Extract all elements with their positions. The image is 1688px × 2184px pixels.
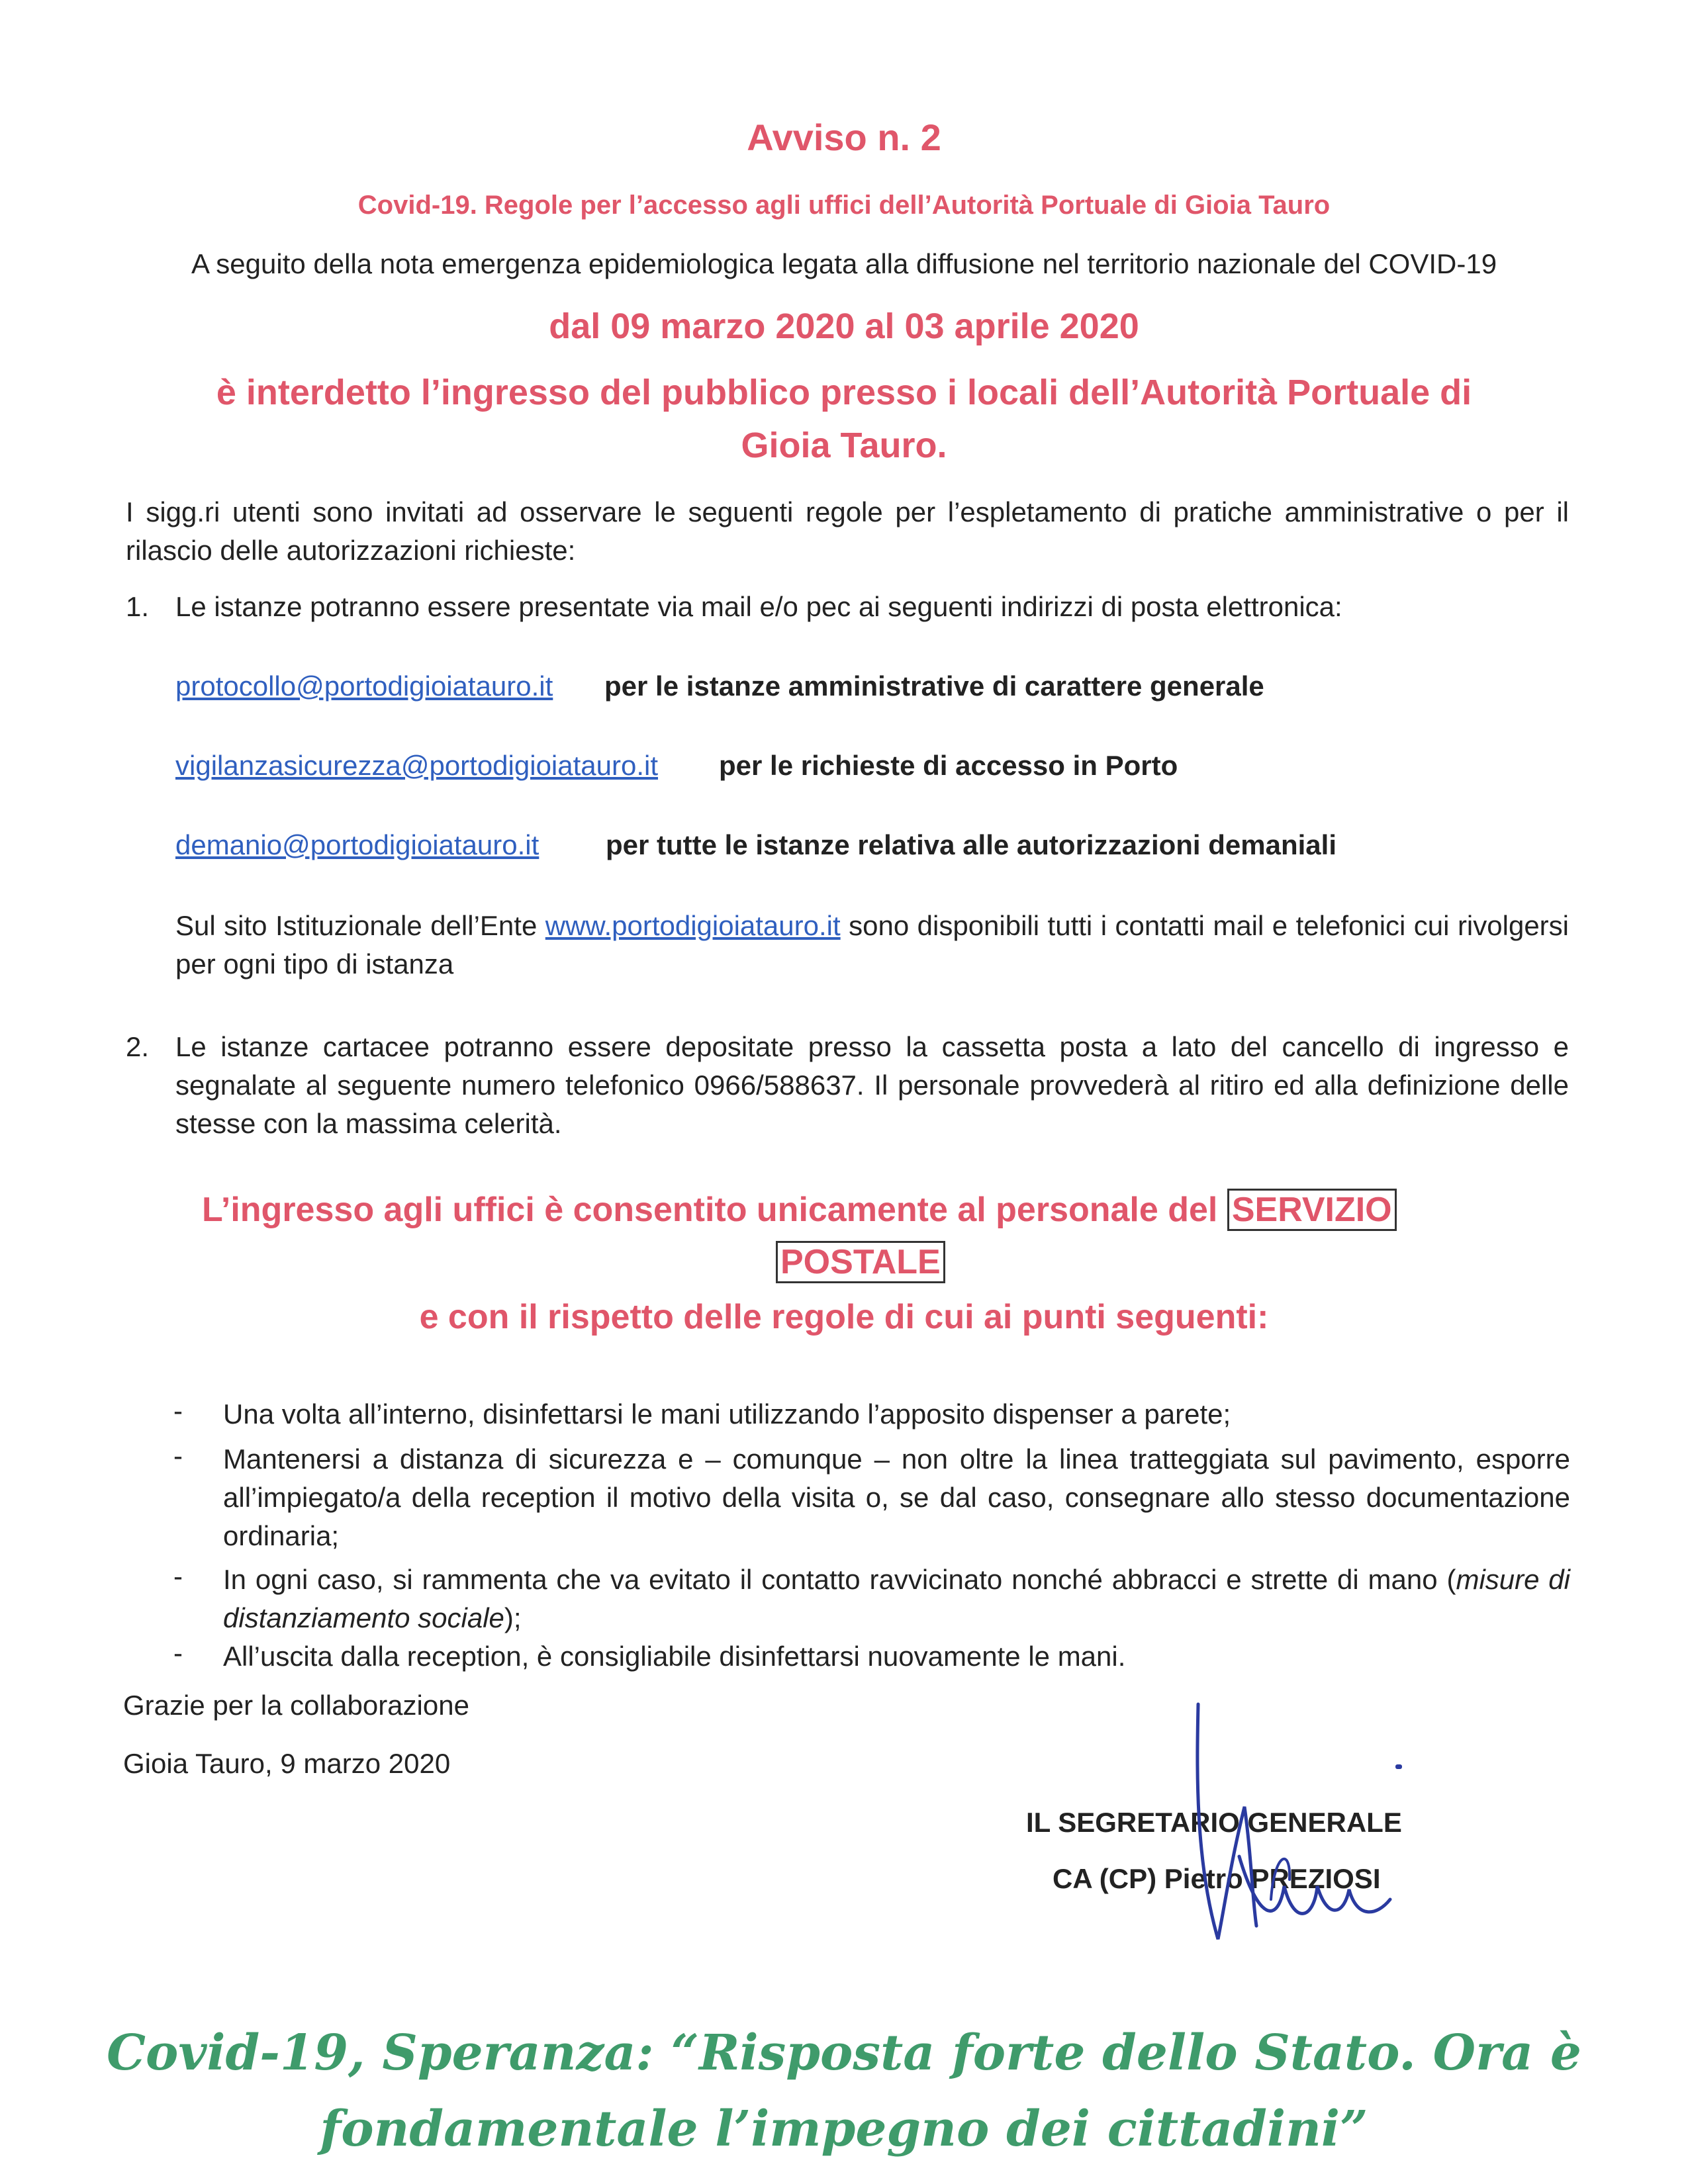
email-row: [175, 826, 539, 864]
place-date: Gioia Tauro, 9 marzo 2020: [123, 1748, 451, 1779]
email-desc-demanio: per tutte le istanze relativa alle autorizzazioni demaniali: [606, 829, 1336, 860]
email-desc-protocollo: per le istanze amministrative di carattere generale: [604, 670, 1264, 702]
item-1-text: Le istanze potranno essere presentate via mail e/o pec ai seguenti indirizzi di posta elettronica:: [175, 591, 1342, 622]
notice-title: Avviso n. 2: [747, 116, 941, 158]
access-line-1: [202, 1190, 1397, 1230]
intro-paragraph: I sigg.ri utenti sono invitati ad osservare le seguenti regole per l’espletamento di pratiche amministrative o per il rilascio delle autorizzazioni richieste:: [126, 496, 1569, 566]
rule-4-text: All’uscita dalla reception, è consigliabile disinfettarsi nuovamente le mani.: [223, 1641, 1126, 1672]
email-desc-vigilanza: per le richieste di accesso in Porto: [719, 750, 1178, 781]
email-link-demanio[interactable]: demanio@portodigioiatauro.it: [175, 829, 539, 860]
email-row: [175, 747, 658, 785]
item-1-number: 1.: [126, 591, 150, 622]
site-pre: Sul sito Istituzionale dell’Ente: [175, 910, 538, 941]
rule-1-text: Una volta all’interno, disinfettarsi le mani utilizzando l’apposito dispenser a parete;: [223, 1398, 1231, 1430]
date-range: dal 09 marzo 2020 al 03 aprile 2020: [549, 306, 1139, 346]
rule-dash: -: [173, 1440, 183, 1471]
rule-3-italic: misure di distanziamento sociale: [223, 1564, 1570, 1633]
rule-dash: -: [173, 1637, 183, 1668]
site-link[interactable]: www.portodigioiatauro.it: [545, 910, 841, 941]
signatory-name: CA (CP) Pietro PREZIOSI: [1053, 1863, 1381, 1894]
rule-dash: -: [173, 1395, 183, 1426]
rule-3-text: [223, 1561, 1570, 1637]
postale-box: POSTALE: [776, 1241, 945, 1283]
handwritten-signature: [1178, 1688, 1417, 1952]
ink-dot: [1395, 1764, 1402, 1769]
access-line-3: e con il rispetto delle regole di cui ai punti seguenti:: [419, 1298, 1269, 1336]
email-link-protocollo[interactable]: protocollo@portodigioiatauro.it: [175, 670, 553, 702]
rule-3-pre: In ogni caso, si rammenta che va evitato il contatto ravvicinato nonché abbracci e strette di mano (: [223, 1564, 1456, 1595]
rule-3-post: );: [504, 1602, 522, 1633]
site-post: sono disponibili tutti i contatti mail e telefonici cui rivolgersi per ogni tipo di istanza: [175, 910, 1569, 979]
notice-subtitle: Covid-19. Regole per l’accesso agli uffici dell’Autorità Portuale di Gioia Tauro: [357, 191, 1331, 220]
site-paragraph: [175, 907, 1569, 983]
thanks-text: Grazie per la collaborazione: [123, 1690, 469, 1721]
ban-line-1: è interdetto l’ingresso del pubblico presso i locali dell’Autorità Portuale di: [216, 373, 1472, 412]
servizio-box: SERVIZIO: [1227, 1189, 1397, 1231]
intro-text: A seguito della nota emergenza epidemiologica legata alla diffusione nel territorio nazionale del COVID-19: [191, 248, 1497, 279]
headline-line-1: Covid-19, Speranza: “Risposta forte dello Stato. Ora è: [107, 2025, 1581, 2081]
headline-line-2: fondamentale l’impegno dei cittadini”: [320, 2101, 1368, 2158]
signatory-role: IL SEGRETARIO GENERALE: [1026, 1807, 1402, 1838]
email-link-vigilanza[interactable]: vigilanzasicurezza@portodigioiatauro.it: [175, 750, 659, 781]
email-row: [175, 667, 553, 705]
item-2-text: Le istanze cartacee potranno essere depositate presso la cassetta posta a lato del cancello di ingresso e segnalate al seguente numero telefonico 0966/588637. Il personale provvederà al ritiro ed alla definizione delle stesse con la massima celerità.: [175, 1031, 1569, 1139]
ban-line-2: Gioia Tauro.: [741, 426, 947, 465]
access-pre: L’ingresso agli uffici è consentito unicamente al personale del: [202, 1191, 1218, 1229]
access-line-2: [776, 1242, 945, 1282]
rule-2-text: Mantenersi a distanza di sicurezza e – comunque – non oltre la linea tratteggiata sul pavimento, esporre all’impiegato/a della reception il motivo della visita o, se dal caso, consegnare allo stesso documentazione ordinaria;: [223, 1443, 1570, 1551]
item-2-number: 2.: [126, 1031, 150, 1062]
rule-dash: -: [173, 1561, 183, 1592]
